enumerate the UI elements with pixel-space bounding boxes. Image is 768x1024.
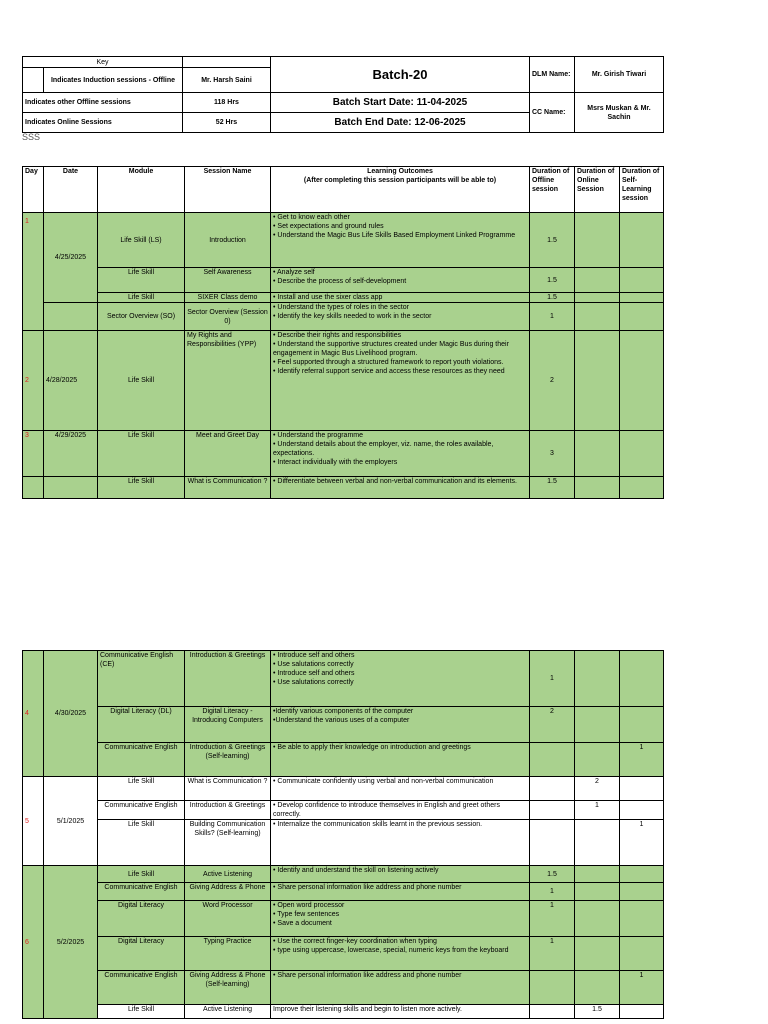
- session-cell: Active Listening: [185, 1005, 271, 1019]
- module-cell: Communicative English (CE): [98, 651, 185, 707]
- batch-start-date: Batch Start Date: 11-04-2025: [271, 93, 530, 113]
- outcomes-cell: • Understand the types of roles in the sector • Identify the key skills needed to work in the sector: [271, 303, 530, 331]
- self-duration: [620, 331, 664, 431]
- session-cell: SIXER Class demo: [185, 293, 271, 303]
- self-duration: 1: [620, 743, 664, 777]
- date-cell: 4/30/2025: [44, 651, 98, 777]
- outcomes-cell: • Identify and understand the skill on listening actively: [271, 866, 530, 883]
- date-cell: 5/2/2025: [44, 866, 98, 1019]
- cc-value: Msrs Muskan & Mr. Sachin: [575, 93, 664, 133]
- key-swatch-induction: [23, 68, 44, 93]
- key-label-online: Indicates Online Sessions: [23, 113, 183, 133]
- self-duration: [620, 901, 664, 937]
- session-cell: Meet and Greet Day: [185, 431, 271, 477]
- outcomes-cell: • Differentiate between verbal and non-verbal communication and its elements.: [271, 477, 530, 499]
- module-cell: Life Skill (LS): [98, 213, 185, 268]
- online-duration: [575, 213, 620, 268]
- header-module: Module: [98, 167, 185, 213]
- self-duration: [620, 651, 664, 707]
- date-cell: 5/1/2025: [44, 777, 98, 866]
- online-duration: [575, 707, 620, 743]
- offline-duration: 1: [530, 901, 575, 937]
- offline-duration: 1: [530, 937, 575, 971]
- self-duration: [620, 866, 664, 883]
- outcomes-cell: Improve their listening skills and begin to listen more actively.: [271, 1005, 530, 1019]
- header-offline: Duration of Offline session: [530, 167, 575, 213]
- module-cell: Life Skill: [98, 477, 185, 499]
- module-cell: Digital Literacy (DL): [98, 707, 185, 743]
- self-duration: [620, 707, 664, 743]
- module-cell: Communicative English: [98, 971, 185, 1005]
- online-duration: [575, 743, 620, 777]
- offline-duration: [530, 743, 575, 777]
- header-date: Date: [44, 167, 98, 213]
- batch-title: Batch-20: [271, 57, 530, 93]
- self-duration: [620, 477, 664, 499]
- schedule-table-2: [22, 650, 664, 1019]
- online-duration: [575, 651, 620, 707]
- session-cell: Sector Overview (Session 0): [185, 303, 271, 331]
- module-cell: Communicative English: [98, 743, 185, 777]
- outcomes-cell: •Identify various components of the computer •Understand the various uses of a computer: [271, 707, 530, 743]
- module-cell: Life Skill: [98, 293, 185, 303]
- outcomes-cell: • Communicate confidently using verbal and non-verbal communication: [271, 777, 530, 801]
- key-value-trainer: Mr. Harsh Saini: [183, 68, 271, 93]
- outcomes-cell: • Install and use the sixer class app: [271, 293, 530, 303]
- outcomes-cell: • Internalize the communication skills learnt in the previous session.: [271, 820, 530, 866]
- self-duration: [620, 883, 664, 901]
- key-label-offline: Indicates other Offline sessions: [23, 93, 183, 113]
- session-cell: Introduction & Greetings: [185, 801, 271, 820]
- outcomes-cell: • Develop confidence to introduce themselves in English and greet others correctly.: [271, 801, 530, 820]
- offline-duration: 2: [530, 707, 575, 743]
- key-label-induction: Indicates Induction sessions - Offline: [44, 68, 183, 93]
- module-cell: Digital Literacy: [98, 901, 185, 937]
- key-value-online-hrs: 52 Hrs: [183, 113, 271, 133]
- online-duration: [575, 971, 620, 1005]
- date-cell: 4/25/2025: [44, 213, 98, 303]
- online-duration: [575, 431, 620, 477]
- stray-text: SSS: [22, 132, 41, 142]
- day-number: 3: [23, 431, 44, 477]
- dlm-label: DLM Name:: [530, 57, 575, 93]
- self-duration: 1: [620, 971, 664, 1005]
- self-duration: [620, 268, 664, 293]
- session-cell: Building Communication Skills? (Self-learning): [185, 820, 271, 866]
- module-cell: Life Skill: [98, 331, 185, 431]
- outcomes-cell: • Use the correct finger-key coordination when typing • type using uppercase, lowercase, special, numeric keys from the keyboard: [271, 937, 530, 971]
- offline-duration: 3: [530, 431, 575, 477]
- outcomes-cell: • Share personal information like address and phone number: [271, 971, 530, 1005]
- session-cell: What is Communication ?: [185, 777, 271, 801]
- date-cell: 4/29/2025: [44, 431, 98, 477]
- date-cell-empty: [44, 303, 98, 331]
- session-cell: Giving Address & Phone: [185, 883, 271, 901]
- online-duration: 2: [575, 777, 620, 801]
- schedule-table-1: [22, 166, 664, 499]
- outcomes-cell: • Analyze self • Describe the process of self-development: [271, 268, 530, 293]
- header-outcomes: Learning Outcomes (After completing this session participants will be able to): [271, 167, 530, 213]
- online-duration: [575, 901, 620, 937]
- offline-duration: 1.5: [530, 293, 575, 303]
- module-cell: Life Skill: [98, 820, 185, 866]
- day-number: 1: [23, 213, 44, 331]
- header-day: Day: [23, 167, 44, 213]
- self-duration: [620, 801, 664, 820]
- offline-duration: [530, 1005, 575, 1019]
- session-cell: Introduction: [185, 213, 271, 268]
- day-number: 5: [23, 777, 44, 866]
- online-duration: [575, 477, 620, 499]
- key-value-offline-hrs: 118 Hrs: [183, 93, 271, 113]
- date-cell: 4/28/2025: [44, 331, 98, 431]
- module-cell: Life Skill: [98, 777, 185, 801]
- module-cell: Communicative English: [98, 801, 185, 820]
- outcomes-cell: • Introduce self and others • Use salutations correctly • Introduce self and others • Use salutations correctly: [271, 651, 530, 707]
- online-duration: [575, 820, 620, 866]
- header-online: Duration of Online Session: [575, 167, 620, 213]
- key-title: Key: [23, 57, 183, 68]
- offline-duration: 2: [530, 331, 575, 431]
- offline-duration: [530, 777, 575, 801]
- self-duration: [620, 293, 664, 303]
- self-duration: [620, 431, 664, 477]
- module-cell: Sector Overview (SO): [98, 303, 185, 331]
- session-cell: Self Awareness: [185, 268, 271, 293]
- outcomes-cell: • Open word processor • Type few sentences • Save a document: [271, 901, 530, 937]
- header-self: Duration of Self-Learning session: [620, 167, 664, 213]
- online-duration: [575, 293, 620, 303]
- module-cell: Life Skill: [98, 268, 185, 293]
- online-duration: 1.5: [575, 1005, 620, 1019]
- offline-duration: 1.5: [530, 213, 575, 268]
- day-number: 4: [23, 651, 44, 777]
- session-cell: Introduction & Greetings (Self-learning): [185, 743, 271, 777]
- online-duration: [575, 937, 620, 971]
- self-duration: [620, 303, 664, 331]
- module-cell: Digital Literacy: [98, 937, 185, 971]
- batch-end-date: Batch End Date: 12-06-2025: [271, 113, 530, 133]
- self-duration: [620, 213, 664, 268]
- self-duration: [620, 1005, 664, 1019]
- module-cell: Life Skill: [98, 431, 185, 477]
- outcomes-cell: • Be able to apply their knowledge on introduction and greetings: [271, 743, 530, 777]
- dlm-value: Mr. Girish Tiwari: [575, 57, 664, 93]
- offline-duration: 1.5: [530, 866, 575, 883]
- online-duration: [575, 268, 620, 293]
- offline-duration: 1: [530, 651, 575, 707]
- module-cell: Communicative English: [98, 883, 185, 901]
- online-duration: [575, 883, 620, 901]
- online-duration: [575, 866, 620, 883]
- session-cell: Active Listening: [185, 866, 271, 883]
- online-duration: 1: [575, 801, 620, 820]
- session-cell: Typing Practice: [185, 937, 271, 971]
- online-duration: [575, 303, 620, 331]
- self-duration: [620, 777, 664, 801]
- self-duration: 1: [620, 820, 664, 866]
- outcomes-cell: • Share personal information like address and phone number: [271, 883, 530, 901]
- session-cell: Word Processor: [185, 901, 271, 937]
- day-number: 6: [23, 866, 44, 1019]
- offline-duration: 1.5: [530, 268, 575, 293]
- cc-label: CC Name:: [530, 93, 575, 133]
- outcomes-cell: • Get to know each other • Set expectations and ground rules • Understand the Magic Bus Life Skills Based Employment Linked Programme: [271, 213, 530, 268]
- offline-duration: 1: [530, 883, 575, 901]
- offline-duration: [530, 820, 575, 866]
- header-session: Session Name: [185, 167, 271, 213]
- offline-duration: [530, 971, 575, 1005]
- session-cell: Introduction & Greetings: [185, 651, 271, 707]
- key-header-table: [22, 56, 664, 133]
- outcomes-cell: • Understand the programme • Understand details about the employer, viz. name, the roles available, expectations. • Interact individually with the employers: [271, 431, 530, 477]
- offline-duration: 1: [530, 303, 575, 331]
- online-duration: [575, 331, 620, 431]
- day-number: 2: [23, 331, 44, 431]
- session-cell: Digital Literacy - Introducing Computers: [185, 707, 271, 743]
- outcomes-cell: • Describe their rights and responsibilities • Understand the supportive structures created under Magic Bus during their engagement in Magic Bus Livelihood program. • Feel supported through a structured framework to report youth violations. • Identify referral support service and access these resources as they need: [271, 331, 530, 431]
- session-cell: Giving Address & Phone (Self-learning): [185, 971, 271, 1005]
- self-duration: [620, 937, 664, 971]
- module-cell: Life Skill: [98, 1005, 185, 1019]
- offline-duration: 1.5: [530, 477, 575, 499]
- offline-duration: [530, 801, 575, 820]
- session-cell: My Rights and Responsibilities (YPP): [185, 331, 271, 431]
- module-cell: Life Skill: [98, 866, 185, 883]
- session-cell: What is Communication ?: [185, 477, 271, 499]
